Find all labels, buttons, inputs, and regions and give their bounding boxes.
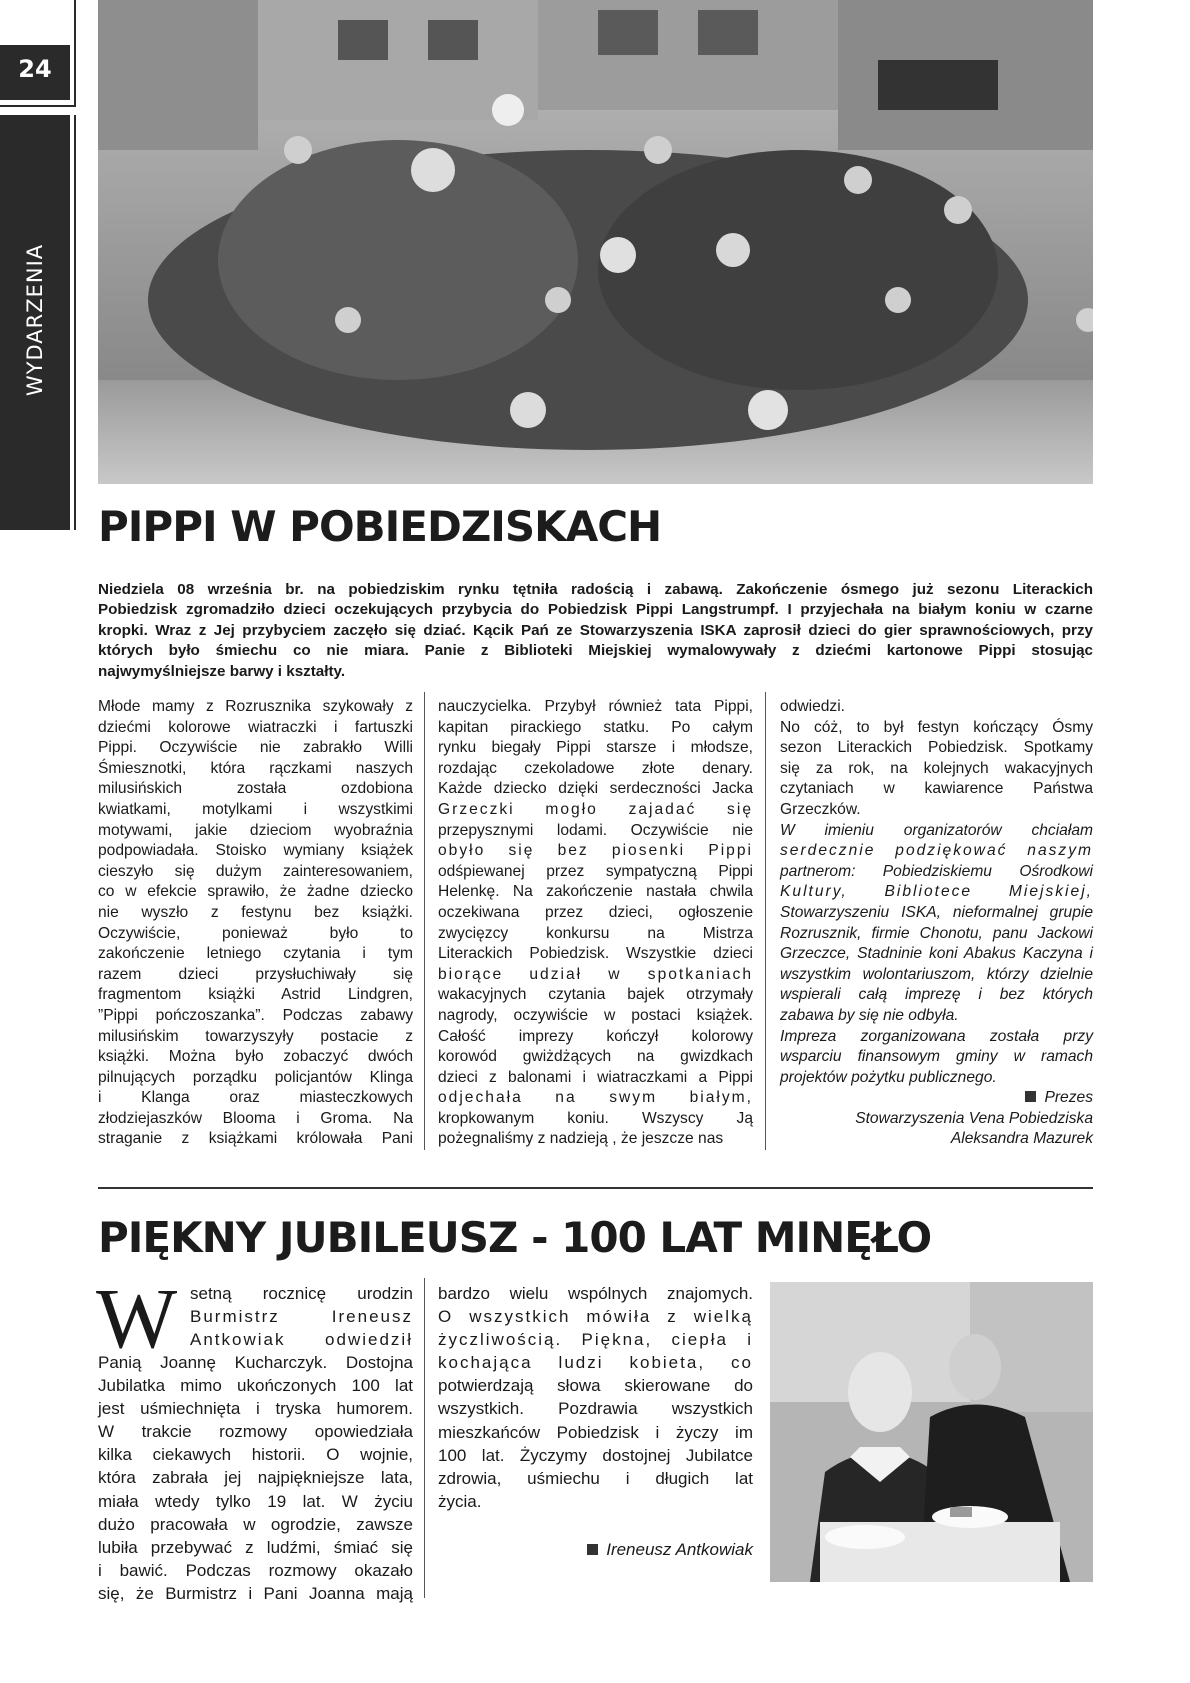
group-photo	[98, 0, 1093, 484]
text-line: Grzeczce, Stadninie koni Abakus Kaczyna i	[780, 945, 1093, 963]
text-line: pożegnaliśmy z nadzieją , że jeszcze nas	[438, 1130, 724, 1148]
article-column	[780, 697, 1093, 1150]
text-line: kwiatkami, motylkami i wszystkimi	[98, 800, 413, 818]
text-line: Młode mamy z Rozrusznika szykowały z	[98, 698, 413, 715]
column-separator	[424, 692, 425, 1150]
signature-line	[438, 1538, 753, 1561]
article-divider	[98, 1187, 1093, 1189]
text-line: Grzeczków.	[780, 800, 861, 818]
text-line: razem dzieci przysłuchiwały się	[98, 965, 413, 983]
column-separator	[765, 692, 766, 1150]
group-photo-image	[98, 0, 1093, 484]
text-line: straganie z książkami królowała Pani	[98, 1130, 413, 1148]
text-line: się, że Burmistrz i Pani Joanna mają	[98, 1583, 413, 1603]
text-line: wakacyjnych czytania bajek otrzymały	[438, 986, 753, 1004]
text-line: życzliwością. Piękna, ciepła i	[438, 1330, 753, 1350]
text-line: nie wyszło z festynu bez książki.	[98, 903, 413, 921]
text-line: W imieniu organizatorów chciałam	[780, 821, 1093, 839]
signature-title: Prezes	[1044, 1089, 1093, 1107]
text-line: kropkowanym koniu. Wszyscy Ją	[438, 1109, 753, 1127]
lead-line: Niedziela 08 września br. na pobiedziskim rynku tętniła radością i zabawą. Zakończenie ósmego już sezonu Literackich	[98, 581, 1093, 598]
text-line: i bawić. Podczas rozmowy okazało	[98, 1560, 413, 1580]
text-line: Każde dziecko dzięki serdeczności Jacka	[438, 780, 753, 798]
article-column	[438, 697, 753, 1150]
text-line: zwycięzcy konkursu na Mistrza	[438, 924, 753, 942]
text-line: Panią Joannę Kucharczyk. Dostojna	[98, 1353, 413, 1372]
text-line: pilnujących porządku policjantów Klinga	[98, 1068, 413, 1086]
text-line: milusińskich została ozdobiona	[98, 780, 413, 798]
text-line: dużo pracowała w ogrodzie, zawsze	[98, 1514, 413, 1534]
text-line: lubiła przebywać z ludźmi, śmiać się	[98, 1537, 413, 1557]
text-line: motywami, jakie dzieciom wyobraźnia	[98, 821, 413, 839]
text-line: Pippi. Oczywiście nie zabrakło Willi	[98, 739, 413, 757]
article-column	[98, 697, 413, 1150]
text-line: odwiedzi.	[780, 698, 846, 715]
text-line: dzieci z balonami i wiatraczkami a Pippi	[438, 1068, 753, 1086]
text-line: przepysznymi lodami. Oczywiście nie	[438, 821, 753, 839]
text-line: partnerom: Pobiedziskiemu Ośrodkowi	[780, 862, 1093, 880]
text-line: Kultury, Bibliotece Miejskiej,	[780, 883, 1093, 901]
text-line: mieszkańców Pobiedzisk i życzy im	[438, 1422, 753, 1442]
text-line: cieszyło się dużym zainteresowaniem,	[98, 862, 413, 880]
text-line: Jubilatka mimo ukończonych 100 lat	[98, 1376, 413, 1396]
column-separator	[424, 1278, 425, 1598]
signature-name: Ireneusz Antkowiak	[606, 1540, 753, 1559]
text-line: która zabrała jej najpiękniejsze lata,	[98, 1468, 413, 1488]
text-line: zakończenie letniego czytania i tym	[98, 945, 413, 963]
text-line: Stowarzyszeniu ISKA, nieformalnej grupie	[780, 903, 1093, 921]
text-line: Rozrusznik, firmie Chonotu, panu Jackowi	[780, 924, 1093, 942]
lead-line: kropki. Wraz z Jej przybyciem zaczęło się dziać. Kącik Pań ze Stowarzyszenia ISKA zaprosił dzieci do gier sprawnościowych, przy	[98, 621, 1093, 639]
text-line: i Klanga oraz miasteczkowych	[98, 1089, 413, 1107]
text-line: miała wtedy tylko 19 lat. W życiu	[98, 1491, 413, 1511]
text-line: sezon Literackich Pobiedzisk. Spotkamy	[780, 739, 1093, 757]
text-line: projektów pożytku publicznego.	[780, 1068, 997, 1086]
article-headline: PIPPI W POBIEDZISKACH	[98, 502, 662, 551]
text-line: 100 lat. Życzymy dostojnej Jubilatce	[438, 1445, 753, 1465]
drop-cap: W	[96, 1270, 178, 1366]
portrait-photo-image	[770, 1282, 1093, 1582]
text-line: potwierdzają słowa skierowane do	[438, 1376, 753, 1396]
text-line: serdecznie podziękować naszym	[780, 842, 1093, 860]
text-line: ”Pippi pończoszanka”. Podczas zabawy	[98, 1006, 413, 1024]
text-line: się za rok, na kolejnych wakacyjnych	[780, 759, 1093, 777]
text-line: nagrody, oczywiście w postaci książek.	[438, 1006, 753, 1024]
text-line: bardzo wielu wspólnych znajomych.	[438, 1284, 753, 1303]
text-line: co w efekcie sprawiło, że żadne dziecko	[98, 883, 413, 901]
margin-rule	[74, 0, 76, 105]
text-line: wszystkim wolontariuszom, którzy dzielnie	[780, 965, 1093, 983]
text-line: wszystkich. Pozdrawia wszystkich	[438, 1399, 753, 1419]
text-line: odjechała na swym białym,	[438, 1089, 753, 1107]
lead-line: najwymyślniejsze barwy i kształty.	[98, 662, 346, 680]
text-line: książki. Można było zobaczyć dwóch	[98, 1048, 413, 1066]
section-label: WYDARZENIA	[23, 243, 47, 397]
text-line: Helenkę. Na zakończenie nastała chwila	[438, 883, 753, 901]
text-line: W trakcie rozmowy opowiedziała	[98, 1422, 413, 1442]
text-line: złodziejaszków Blooma i Groma. Na	[98, 1109, 413, 1127]
text-line: wsparciu finansowym gminy w ramach	[780, 1048, 1093, 1066]
article-column	[98, 1351, 413, 1605]
text-line: setną rocznicę urodzin	[190, 1284, 413, 1303]
text-line: O wszystkich mówiła z wielką	[438, 1307, 753, 1327]
article-column	[190, 1282, 413, 1351]
page-number: 24	[18, 55, 52, 83]
text-line: rozdając czekoladowe złote denary.	[438, 759, 753, 777]
text-line: oczekiwana przez dzieci, ogłoszenie	[438, 903, 753, 921]
signature-line: Aleksandra Mazurek	[950, 1130, 1093, 1148]
text-line: No cóż, to był festyn kończący Ósmy	[780, 718, 1093, 736]
lead-line: Pobiedzisk zgromadziło dzieci oczekujących przybycia do Pobiedzisk Pippi Langstrumpf. I przyjechała na białym koniu w czarne	[98, 601, 1093, 619]
text-line: wspierali całą imprezę i bez których	[780, 986, 1093, 1004]
lead-line: których było śmiechu co nie miara. Panie z Biblioteki Miejskiej wymalowywały z dziećmi kartonowe Pippi stosując	[98, 642, 1093, 660]
text-line: podpowiadała. Stoisko wymiany książek	[98, 842, 413, 860]
text-line: odśpiewanej przez sympatyczną Pippi	[438, 862, 753, 880]
margin-rule	[0, 105, 76, 107]
article-headline: PIĘKNY JUBILEUSZ - 100 LAT MINĘŁO	[98, 1213, 932, 1262]
text-line: Śmiesznotki, która rączkami naszych	[98, 759, 413, 777]
text-line: milusińskim towarzyszyły postacie z	[98, 1027, 413, 1045]
text-line: korowód gwiżdżących na gwizdkach	[438, 1048, 753, 1066]
text-line: nauczycielka. Przybył również tata Pippi,	[438, 698, 753, 715]
text-line: zabawa by się nie odbyła.	[780, 1006, 959, 1024]
text-line: Impreza zorganizowana została przy	[780, 1027, 1093, 1045]
text-line: zdrowia, uśmiechu i długich lat	[438, 1468, 753, 1488]
text-line: życia.	[438, 1491, 482, 1511]
signature-line: Stowarzyszenia Vena Pobiedziska	[855, 1109, 1093, 1127]
article-column	[438, 1282, 753, 1513]
text-line: obyło się bez piosenki Pippi	[438, 842, 753, 860]
text-line: Antkowiak odwiedził	[190, 1330, 413, 1350]
text-line: jest uśmiechnięta i tryska humorem.	[98, 1399, 413, 1419]
square-bullet-icon	[587, 1544, 598, 1555]
text-line: Burmistrz Ireneusz	[190, 1307, 413, 1327]
text-line: fragmentom książki Astrid Lindgren,	[98, 986, 413, 1004]
text-line: Grzeczki mogło zajadać się	[438, 800, 753, 818]
text-line: Oczywiście, ponieważ było to	[98, 924, 413, 942]
article-lead	[98, 580, 1093, 682]
portrait-photo	[770, 1282, 1093, 1582]
signature	[438, 1538, 753, 1561]
margin-rule	[74, 115, 76, 530]
text-line: rynku biegały Pippi starsze i młodsze,	[438, 739, 753, 757]
square-bullet-icon	[1025, 1091, 1036, 1102]
text-line: kilka ciekawych historii. O wojnie,	[98, 1445, 413, 1465]
text-line: kapitan pirackiego statku. Po całym	[438, 718, 753, 736]
text-line: czytaniach w kawiarence Państwa	[780, 780, 1093, 798]
text-line: kochająca ludzi kobieta, co	[438, 1353, 753, 1373]
text-line: Literackich Pobiedzisk. Wszystkie dzieci	[438, 945, 753, 963]
text-line: dziećmi kolorowe wiatraczki i fartuszki	[98, 718, 413, 736]
text-line: biorące udział w spotkaniach	[438, 965, 753, 983]
signature-line	[780, 1088, 1093, 1109]
text-line: Całość imprezy kończył kolorowy	[438, 1027, 753, 1045]
